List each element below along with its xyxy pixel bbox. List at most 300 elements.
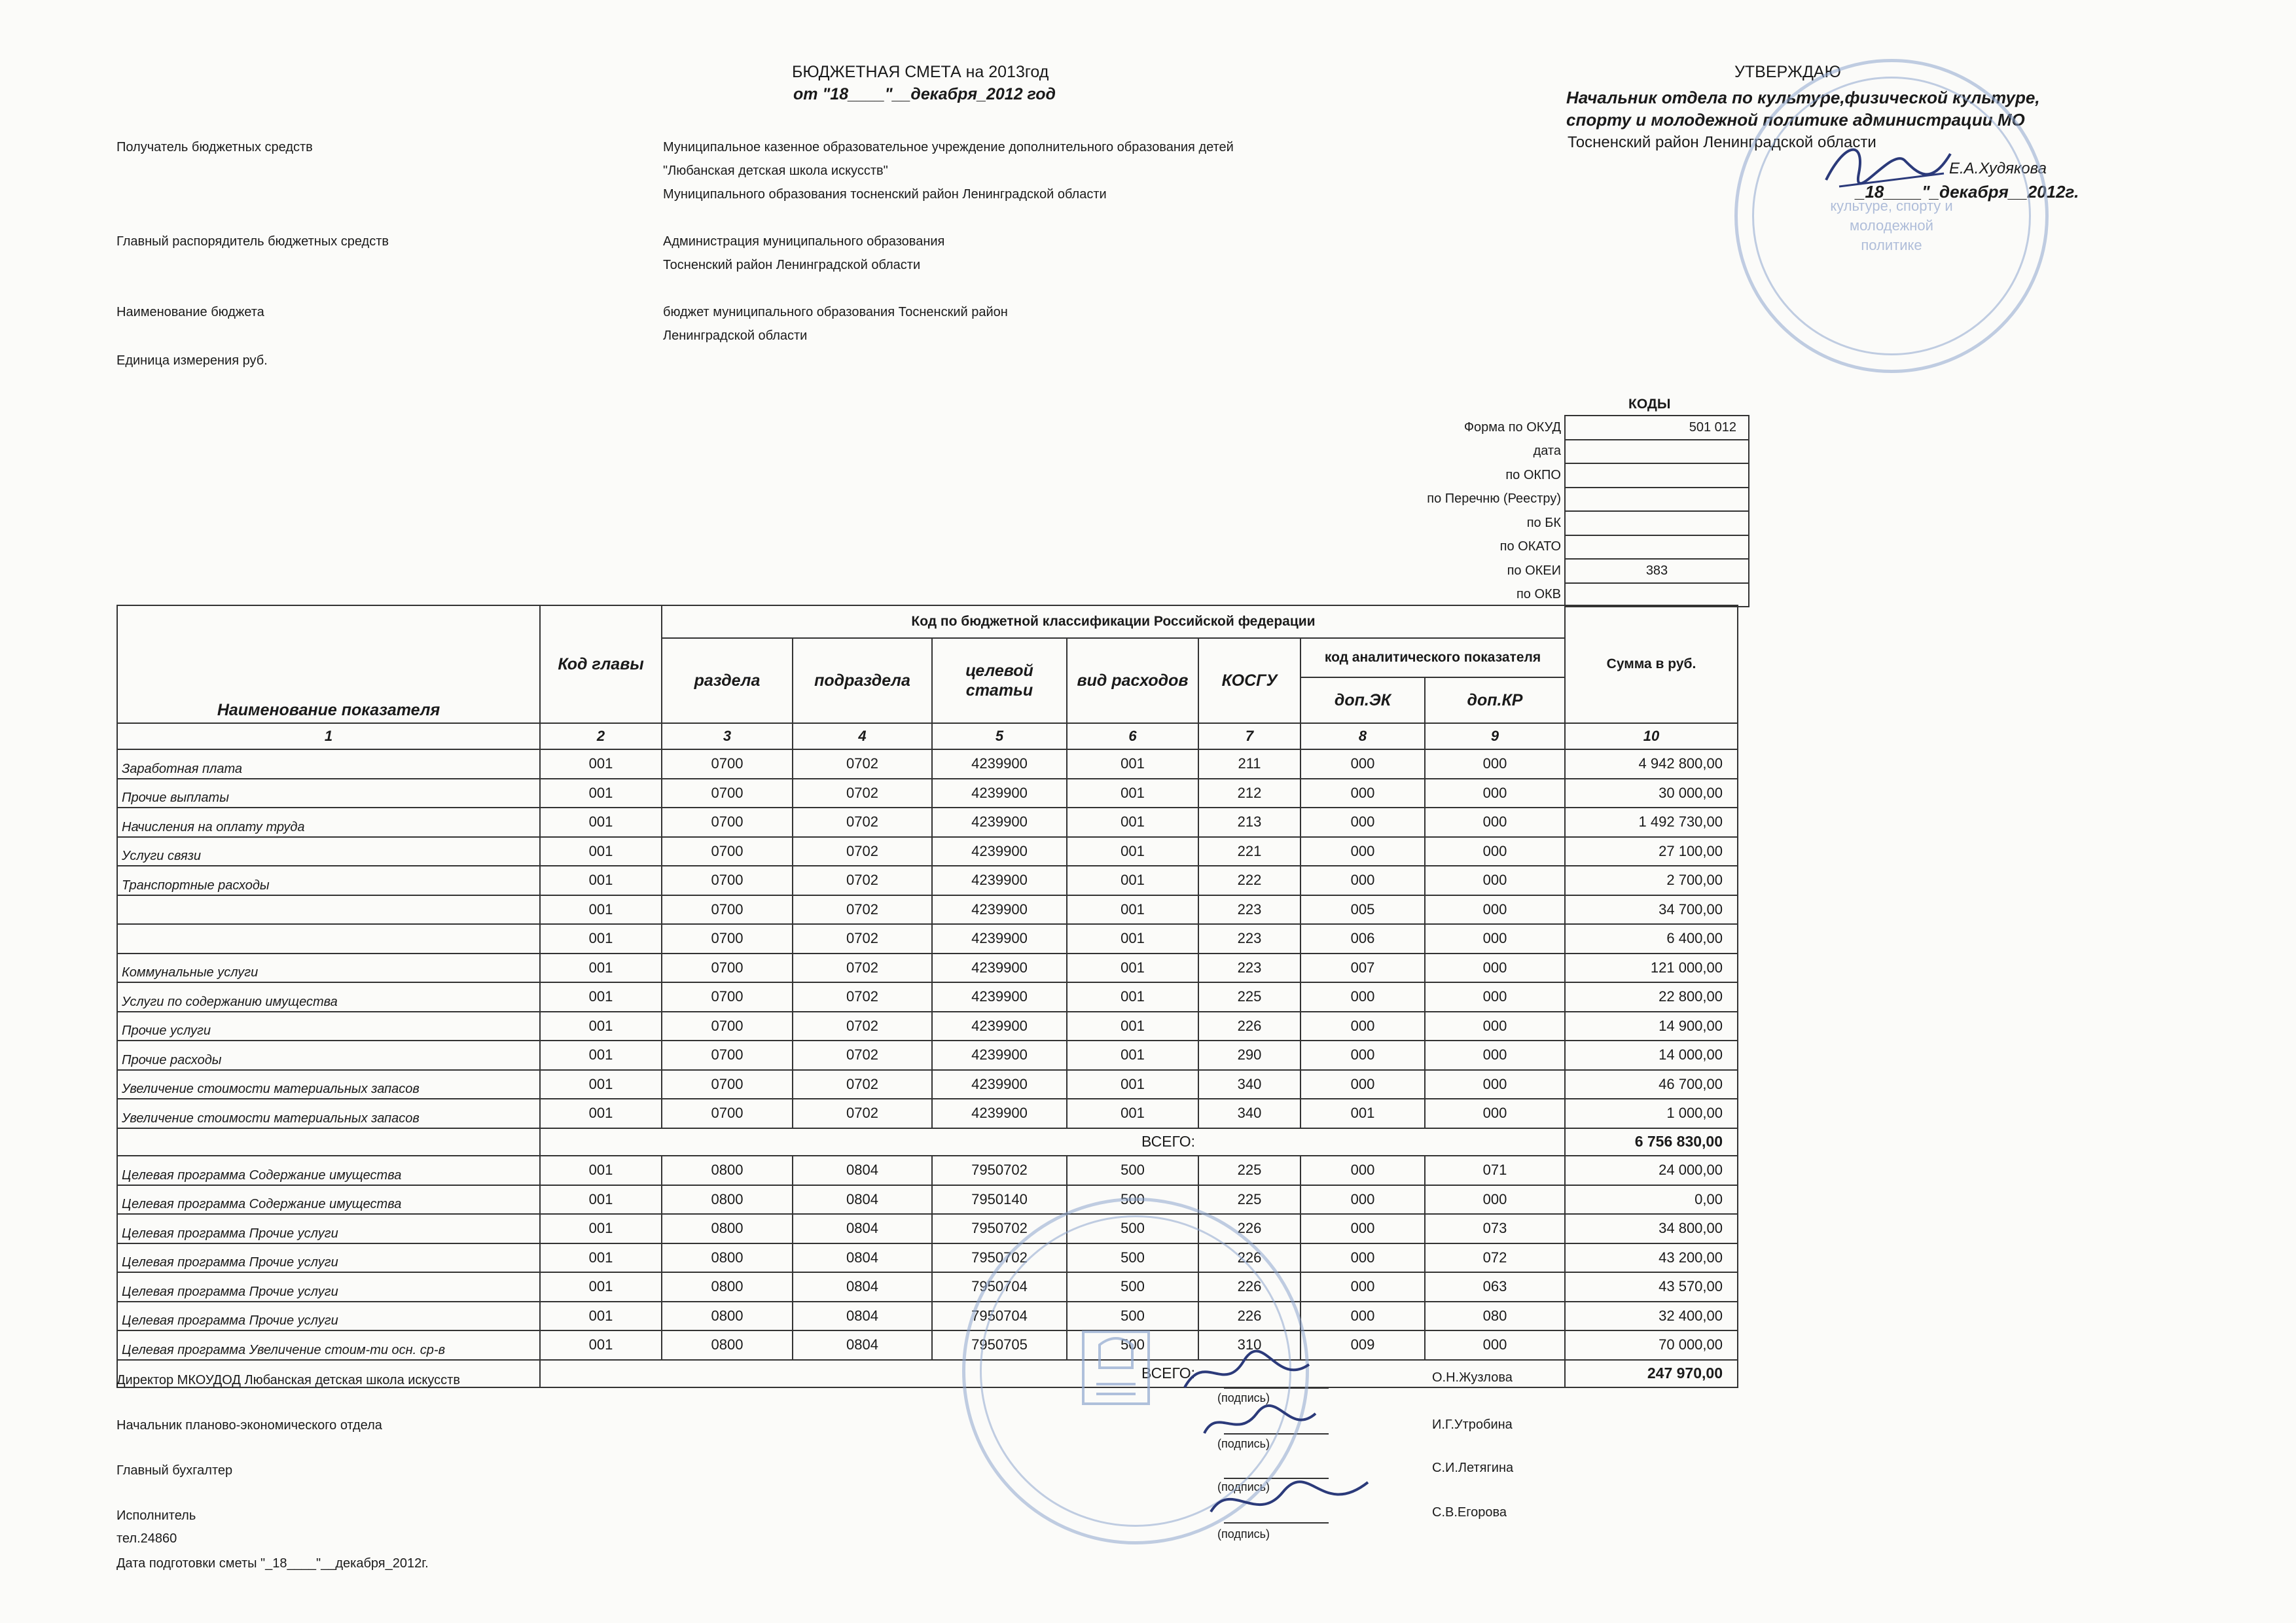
- code-cell: 4239900: [932, 1012, 1067, 1041]
- table-row: [117, 1214, 1738, 1243]
- code-cell: 000: [1425, 1099, 1565, 1128]
- code-cell: 006: [1300, 924, 1425, 954]
- row-sum: 27 100,00: [1565, 837, 1738, 866]
- code-cell: 4239900: [932, 895, 1067, 925]
- code-cell: 500: [1067, 1156, 1198, 1185]
- code-cell: 001: [540, 866, 662, 895]
- code-cell: 001: [540, 1330, 662, 1360]
- header-name: Наименование показателя: [117, 605, 540, 723]
- code-cell: 000: [1425, 837, 1565, 866]
- table-row: [117, 895, 1738, 925]
- code-cell: 226: [1198, 1214, 1300, 1243]
- code-cell: 001: [1067, 895, 1198, 925]
- code-cell: 0702: [793, 1070, 932, 1099]
- code-cell: 001: [540, 1012, 662, 1041]
- signature-name-2: И.Г.Утробина: [1432, 1418, 1513, 1432]
- code-cell: 500: [1067, 1185, 1198, 1215]
- code-cell: 0804: [793, 1330, 932, 1360]
- table-row: [117, 1070, 1738, 1099]
- row-name: Увеличение стоимости материальных запасов: [117, 1099, 540, 1128]
- column-numbers-row: [117, 723, 1738, 749]
- code-cell: 0804: [793, 1185, 932, 1215]
- header-kr: доп.КР: [1425, 677, 1565, 723]
- code-cell: 0702: [793, 866, 932, 895]
- signature-caption: (подпись): [1217, 1391, 1270, 1404]
- code-cell: 000: [1300, 1214, 1425, 1243]
- code-cell: 223: [1198, 924, 1300, 954]
- code-cell: 000: [1425, 779, 1565, 808]
- table-row: [117, 1012, 1738, 1041]
- col-num: 10: [1565, 723, 1738, 749]
- code-cell: 000: [1300, 1272, 1425, 1302]
- table-row: [117, 866, 1738, 895]
- economist-signature-mark: [1198, 1400, 1322, 1446]
- row-sum: 6 400,00: [1565, 924, 1738, 954]
- row-sum: 22 800,00: [1565, 982, 1738, 1012]
- signature-caption: (подпись): [1217, 1527, 1270, 1541]
- code-cell: 4239900: [932, 982, 1067, 1012]
- table-row: [117, 1243, 1738, 1273]
- table-section-b: [117, 1156, 1738, 1360]
- manager-label: Главный распорядитель бюджетных средств: [117, 234, 389, 249]
- code-cell: 0804: [793, 1243, 932, 1273]
- code-cell: 0804: [793, 1156, 932, 1185]
- row-name: [117, 895, 540, 925]
- code-cell: 4239900: [932, 924, 1067, 954]
- code-cell: 000: [1425, 982, 1565, 1012]
- code-cell: 226: [1198, 1272, 1300, 1302]
- row-sum: 4 942 800,00: [1565, 749, 1738, 779]
- code-cell: 000: [1300, 982, 1425, 1012]
- code-cell: 223: [1198, 895, 1300, 925]
- code-cell: 000: [1300, 1243, 1425, 1273]
- signature-role-1: Директор МКОУДОД Любанская детская школа искусств: [117, 1373, 460, 1387]
- code-cell: 226: [1198, 1302, 1300, 1331]
- header-chapter: Код главы: [540, 605, 662, 723]
- recipient-label: Получатель бюджетных средств: [117, 140, 313, 154]
- row-sum: 1 492 730,00: [1565, 808, 1738, 837]
- code-cell: 001: [540, 779, 662, 808]
- row-name: Прочие услуги: [117, 1012, 540, 1041]
- table-row: [117, 1272, 1738, 1302]
- code-cell: 500: [1067, 1243, 1198, 1273]
- code-cell: 000: [1425, 749, 1565, 779]
- total-row: [117, 1128, 1738, 1156]
- recipient-line-1: Муниципальное казенное образовательное учреждение дополнительного образования детей: [663, 140, 1234, 154]
- code-cell: 000: [1425, 1012, 1565, 1041]
- code-cell: 221: [1198, 837, 1300, 866]
- row-sum: 1 000,00: [1565, 1099, 1738, 1128]
- code-cell: 0800: [662, 1330, 793, 1360]
- row-sum: 30 000,00: [1565, 779, 1738, 808]
- code-cell: 222: [1198, 866, 1300, 895]
- code-cell: 001: [1067, 866, 1198, 895]
- col-num: 2: [540, 723, 662, 749]
- signature-caption: (подпись): [1217, 1480, 1270, 1493]
- codes-row: [1021, 488, 1749, 512]
- row-name: Целевая программа Увеличение стоим-ти осн. ср-в: [117, 1330, 540, 1360]
- code-label: Форма по ОКУД: [1463, 419, 1561, 435]
- code-cell: 000: [1425, 924, 1565, 954]
- code-cell: 226: [1198, 1243, 1300, 1273]
- code-label: по ОКЕИ: [1507, 563, 1561, 578]
- code-cell: 4239900: [932, 866, 1067, 895]
- code-cell: 226: [1198, 1012, 1300, 1041]
- code-cell: 0702: [793, 1012, 932, 1041]
- row-sum: 43 570,00: [1565, 1272, 1738, 1302]
- code-cell: 001: [540, 808, 662, 837]
- col-num: 7: [1198, 723, 1300, 749]
- manager-line-1: Администрация муниципального образования: [663, 234, 945, 249]
- code-cell: 0700: [662, 1099, 793, 1128]
- code-cell: 0800: [662, 1214, 793, 1243]
- code-cell: 001: [1067, 1070, 1198, 1099]
- approval-line-1: Начальник отдела по культуре,физической культуре,: [1566, 88, 2040, 107]
- code-cell: 072: [1425, 1243, 1565, 1273]
- code-label: дата: [1533, 444, 1561, 459]
- budget-line-2: Ленинградской области: [663, 329, 808, 343]
- code-value: [1565, 583, 1749, 607]
- code-cell: 0702: [793, 1041, 932, 1070]
- budget-table: [117, 605, 1738, 1388]
- code-cell: 000: [1300, 1156, 1425, 1185]
- code-cell: 4239900: [932, 837, 1067, 866]
- code-cell: 000: [1300, 779, 1425, 808]
- code-label: по ОКВ: [1516, 587, 1561, 602]
- total-value: 247 970,00: [1565, 1360, 1738, 1388]
- code-cell: 000: [1425, 1330, 1565, 1360]
- code-cell: 000: [1425, 1041, 1565, 1070]
- code-cell: 000: [1300, 866, 1425, 895]
- code-cell: 000: [1425, 895, 1565, 925]
- signature-role-2: Начальник планово-экономического отдела: [117, 1418, 382, 1433]
- code-cell: 000: [1300, 1012, 1425, 1041]
- header-exptype: вид расходов: [1067, 638, 1198, 723]
- code-cell: 0700: [662, 1070, 793, 1099]
- row-name: Коммунальные услуги: [117, 954, 540, 983]
- signature-name-3: С.И.Летягина: [1432, 1461, 1514, 1475]
- table-row: [117, 1041, 1738, 1070]
- row-name: Увеличение стоимости материальных запасов: [117, 1070, 540, 1099]
- table-row: [117, 779, 1738, 808]
- code-label: по ОКПО: [1505, 467, 1561, 482]
- code-cell: 0702: [793, 895, 932, 925]
- codes-row: [1021, 559, 1749, 583]
- code-cell: 001: [540, 749, 662, 779]
- code-cell: 0702: [793, 924, 932, 954]
- row-name: Услуги по содержанию имущества: [117, 982, 540, 1012]
- preparation-date: Дата подготовки сметы "_18____"__декабря_2012г.: [117, 1556, 429, 1571]
- code-cell: 0804: [793, 1214, 932, 1243]
- code-cell: 071: [1425, 1156, 1565, 1185]
- code-cell: 0800: [662, 1272, 793, 1302]
- signature-caption: (подпись): [1217, 1437, 1270, 1450]
- performer-signature-mark: [1204, 1472, 1374, 1531]
- row-name: Целевая программа Прочие услуги: [117, 1302, 540, 1331]
- code-cell: 0702: [793, 982, 932, 1012]
- code-value: 383: [1565, 559, 1749, 583]
- approval-signature-mark: [1820, 134, 1957, 196]
- table-row: [117, 837, 1738, 866]
- codes-row: [1021, 463, 1749, 488]
- code-cell: 4239900: [932, 954, 1067, 983]
- code-cell: 0800: [662, 1243, 793, 1273]
- code-cell: 001: [540, 895, 662, 925]
- code-cell: 213: [1198, 808, 1300, 837]
- row-sum: 121 000,00: [1565, 954, 1738, 983]
- col-num: 8: [1300, 723, 1425, 749]
- document-date: от "18____"__декабря_2012 год: [793, 85, 1056, 103]
- code-cell: 310: [1198, 1330, 1300, 1360]
- row-sum: 14 000,00: [1565, 1041, 1738, 1070]
- code-cell: 073: [1425, 1214, 1565, 1243]
- code-cell: 4239900: [932, 1041, 1067, 1070]
- code-cell: 4239900: [932, 1099, 1067, 1128]
- code-cell: 080: [1425, 1302, 1565, 1331]
- approval-line-2: спорту и молодежной политике администрации МО: [1566, 110, 2025, 130]
- code-cell: 001: [540, 954, 662, 983]
- code-cell: 225: [1198, 1185, 1300, 1215]
- col-num: 1: [117, 723, 540, 749]
- code-cell: 000: [1300, 837, 1425, 866]
- codes-row: [1021, 440, 1749, 464]
- signature-name-4: С.В.Егорова: [1432, 1505, 1507, 1520]
- codes-table: [1021, 415, 1749, 607]
- code-cell: 001: [1067, 808, 1198, 837]
- code-cell: 0702: [793, 1099, 932, 1128]
- header-target: целевой статьи: [932, 638, 1067, 723]
- code-cell: 223: [1198, 954, 1300, 983]
- code-cell: 211: [1198, 749, 1300, 779]
- recipient-line-3: Муниципального образования тосненский район Ленинградской области: [663, 187, 1107, 202]
- code-label: по ОКАТО: [1499, 539, 1561, 554]
- code-cell: 000: [1300, 1185, 1425, 1215]
- codes-row: [1021, 583, 1749, 607]
- unit-label: Единица измерения руб.: [117, 353, 268, 368]
- code-cell: 0804: [793, 1302, 932, 1331]
- code-cell: 7950702: [932, 1156, 1067, 1185]
- code-cell: 7950702: [932, 1243, 1067, 1273]
- code-cell: 0700: [662, 924, 793, 954]
- code-cell: 001: [1067, 837, 1198, 866]
- code-cell: 4239900: [932, 808, 1067, 837]
- row-name: Начисления на оплату труда: [117, 808, 540, 837]
- phone: тел.24860: [117, 1531, 177, 1546]
- code-cell: 001: [1067, 749, 1198, 779]
- approval-line-3: Тосненский район Ленинградской области: [1568, 134, 1876, 151]
- code-cell: 001: [1067, 982, 1198, 1012]
- header-kosgu: КОСГУ: [1198, 638, 1300, 723]
- total-value: 6 756 830,00: [1565, 1128, 1738, 1156]
- code-cell: 001: [540, 1243, 662, 1273]
- code-cell: 001: [540, 982, 662, 1012]
- codes-row: [1021, 511, 1749, 535]
- code-cell: 001: [1067, 924, 1198, 954]
- code-cell: 225: [1198, 982, 1300, 1012]
- code-cell: 000: [1425, 1185, 1565, 1215]
- col-num: 6: [1067, 723, 1198, 749]
- code-value: [1565, 511, 1749, 535]
- code-cell: 000: [1425, 1070, 1565, 1099]
- header-section: раздела: [662, 638, 793, 723]
- col-num: 5: [932, 723, 1067, 749]
- code-value: [1565, 440, 1749, 464]
- code-cell: 7950702: [932, 1214, 1067, 1243]
- row-name: Целевая программа Прочие услуги: [117, 1272, 540, 1302]
- row-name: Заработная плата: [117, 749, 540, 779]
- code-cell: 500: [1067, 1330, 1198, 1360]
- code-value: [1565, 488, 1749, 512]
- row-name: Транспортные расходы: [117, 866, 540, 895]
- code-cell: 001: [540, 1185, 662, 1215]
- code-cell: 0800: [662, 1185, 793, 1215]
- code-cell: 212: [1198, 779, 1300, 808]
- header-ek: доп.ЭК: [1300, 677, 1425, 723]
- code-cell: 290: [1198, 1041, 1300, 1070]
- code-cell: 000: [1425, 954, 1565, 983]
- total-a: [117, 1128, 1738, 1156]
- manager-line-2: Тосненский район Ленинградской области: [663, 258, 921, 272]
- table-row: [117, 1156, 1738, 1185]
- table-row: [117, 982, 1738, 1012]
- codes-row: [1021, 416, 1749, 440]
- code-cell: 000: [1300, 1070, 1425, 1099]
- code-cell: 0702: [793, 837, 932, 866]
- table-row: [117, 808, 1738, 837]
- recipient-line-2: "Любанская детская школа искусств": [663, 164, 888, 178]
- col-num: 4: [793, 723, 932, 749]
- code-cell: 0800: [662, 1302, 793, 1331]
- code-cell: 000: [1300, 1302, 1425, 1331]
- row-sum: 34 800,00: [1565, 1214, 1738, 1243]
- header-subsection: подраздела: [793, 638, 932, 723]
- row-sum: 32 400,00: [1565, 1302, 1738, 1331]
- stamp-emblem-icon: [1080, 1329, 1152, 1407]
- header-analytic: код аналитического показателя: [1300, 638, 1565, 677]
- code-cell: 001: [1300, 1099, 1425, 1128]
- code-cell: 000: [1425, 866, 1565, 895]
- total-label: ВСЕГО:: [540, 1128, 1565, 1156]
- budget-line-1: бюджет муниципального образования Тосненский район: [663, 305, 1008, 319]
- code-cell: 500: [1067, 1214, 1198, 1243]
- code-cell: 001: [540, 1272, 662, 1302]
- table-row: [117, 1302, 1738, 1331]
- code-cell: 225: [1198, 1156, 1300, 1185]
- code-cell: 0702: [793, 954, 932, 983]
- code-cell: 001: [540, 1099, 662, 1128]
- code-label: по БК: [1526, 515, 1561, 530]
- total-empty-cell: [117, 1128, 540, 1156]
- document-title: БЮДЖЕТНАЯ СМЕТА на 2013год: [792, 63, 1049, 81]
- code-cell: 000: [1300, 1041, 1425, 1070]
- row-sum: 46 700,00: [1565, 1070, 1738, 1099]
- code-cell: 0700: [662, 954, 793, 983]
- code-cell: 7950140: [932, 1185, 1067, 1215]
- code-cell: 001: [540, 1070, 662, 1099]
- code-cell: 001: [1067, 1012, 1198, 1041]
- code-cell: 0700: [662, 895, 793, 925]
- row-name: Прочие расходы: [117, 1041, 540, 1070]
- code-cell: 005: [1300, 895, 1425, 925]
- col-num: 9: [1425, 723, 1565, 749]
- row-sum: 2 700,00: [1565, 866, 1738, 895]
- code-cell: 0700: [662, 1012, 793, 1041]
- code-cell: 001: [1067, 1041, 1198, 1070]
- header-classification: Код по бюджетной классификации Российской федерации: [662, 605, 1565, 638]
- table-row: [117, 1330, 1738, 1360]
- code-value: [1565, 463, 1749, 488]
- code-cell: 4239900: [932, 779, 1067, 808]
- code-cell: 0800: [662, 1156, 793, 1185]
- director-signature-mark: [1178, 1348, 1322, 1400]
- signature-name-1: О.Н.Жузлова: [1432, 1370, 1513, 1385]
- col-num: 3: [662, 723, 793, 749]
- code-cell: 001: [540, 1041, 662, 1070]
- code-cell: 4239900: [932, 749, 1067, 779]
- code-cell: 0700: [662, 808, 793, 837]
- code-cell: 001: [540, 1214, 662, 1243]
- row-name: Целевая программа Прочие услуги: [117, 1243, 540, 1273]
- table-row: [117, 1185, 1738, 1215]
- row-sum: 0,00: [1565, 1185, 1738, 1215]
- signature-role-3: Главный бухгалтер: [117, 1463, 233, 1478]
- code-cell: 0700: [662, 779, 793, 808]
- code-cell: 001: [1067, 779, 1198, 808]
- code-cell: 0700: [662, 982, 793, 1012]
- row-sum: 43 200,00: [1565, 1243, 1738, 1273]
- code-cell: 7950705: [932, 1330, 1067, 1360]
- code-cell: 007: [1300, 954, 1425, 983]
- code-cell: 4239900: [932, 1070, 1067, 1099]
- approval-signer-name: Е.А.Худякова: [1949, 160, 2047, 177]
- code-cell: 001: [540, 837, 662, 866]
- code-cell: 340: [1198, 1099, 1300, 1128]
- code-cell: 0702: [793, 808, 932, 837]
- table-section-a: [117, 749, 1738, 1128]
- total-label: ВСЕГО:: [540, 1360, 1565, 1388]
- row-name: Прочие выплаты: [117, 779, 540, 808]
- row-name: Целевая программа Содержание имущества: [117, 1185, 540, 1215]
- row-name: Услуги связи: [117, 837, 540, 866]
- code-cell: 500: [1067, 1272, 1198, 1302]
- stamp-center-text: культуре, спорту и молодежной политике: [1830, 198, 1953, 253]
- signature-role-4: Исполнитель: [117, 1508, 196, 1523]
- code-cell: 001: [1067, 954, 1198, 983]
- approval-title: УТВЕРЖДАЮ: [1734, 63, 1841, 81]
- code-value: [1565, 535, 1749, 560]
- code-cell: 0804: [793, 1272, 932, 1302]
- code-cell: 500: [1067, 1302, 1198, 1331]
- code-cell: 000: [1300, 749, 1425, 779]
- code-cell: 001: [540, 924, 662, 954]
- code-cell: 001: [540, 1302, 662, 1331]
- codes-title: КОДЫ: [1628, 397, 1671, 412]
- table-row: [117, 749, 1738, 779]
- code-value: 501 012: [1565, 416, 1749, 440]
- table-row: [117, 924, 1738, 954]
- code-cell: 009: [1300, 1330, 1425, 1360]
- code-label: по Перечню (Реестру): [1427, 491, 1561, 507]
- code-cell: 7950704: [932, 1302, 1067, 1331]
- header-sum: Сумма в руб.: [1565, 605, 1738, 723]
- table-row: [117, 954, 1738, 983]
- code-cell: 0702: [793, 749, 932, 779]
- code-cell: 340: [1198, 1070, 1300, 1099]
- budget-label: Наименование бюджета: [117, 305, 264, 319]
- code-cell: 000: [1425, 808, 1565, 837]
- approval-date: _18____"_декабря__2012г.: [1856, 182, 2079, 202]
- code-cell: 0702: [793, 779, 932, 808]
